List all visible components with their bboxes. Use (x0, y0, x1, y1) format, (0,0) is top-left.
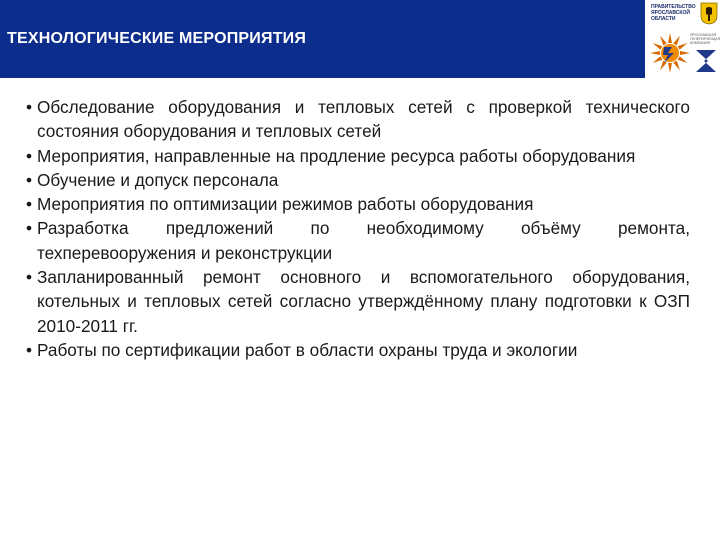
company-text-line: ЯРОСЛАВСКАЯ (690, 33, 717, 37)
bullet-text: Запланированный ремонт основного и вспомогательного оборудования, котельных и тепловых сетей согласно утверждённому плану подготовки к ОЗП 2010-2011 гг. (37, 267, 690, 336)
bullet-item (26, 168, 690, 192)
bullet-icon: • (26, 169, 33, 190)
company-text-line: КОМПАНИЯ (690, 41, 711, 45)
bullet-item (26, 338, 690, 362)
header-bar (0, 0, 645, 78)
bullet-icon: • (26, 218, 33, 239)
bullet-icon: • (26, 194, 33, 215)
bullet-text: Разработка предложений по необходимому объёму ремонта, техперевооружения и реконструкции (37, 218, 690, 263)
bullet-text: Мероприятия по оптимизации режимов работы оборудования (37, 194, 534, 215)
slide-content (26, 95, 690, 362)
government-logo-text (651, 4, 699, 22)
bullet-text: Работы по сертификации работ в области охраны труда и экологии (37, 339, 578, 360)
bullet-icon: • (26, 267, 33, 288)
bullet-text: Обучение и допуск персонала (37, 169, 279, 190)
bullet-icon: • (26, 339, 33, 360)
bullet-item (26, 192, 690, 216)
bullet-text: Мероприятия, направленные на продление ресурса работы оборудования (37, 145, 636, 166)
slide-title: ТЕХНОЛОГИЧЕСКИЕ МЕРОПРИЯТИЯ (7, 30, 307, 47)
company-text-line: ГЕНЕРИРУЮЩАЯ (690, 37, 720, 41)
bullet-item (26, 95, 690, 144)
company-arrow-icon (694, 48, 718, 74)
government-text-line: ПРАВИТЕЛЬСТВО (651, 4, 696, 10)
bullet-item (26, 216, 690, 265)
company-sun-logo-icon (650, 31, 690, 75)
bullet-item (26, 144, 690, 168)
bullet-icon: • (26, 145, 33, 166)
bullet-icon: • (26, 97, 33, 117)
bullet-text: Обследование оборудования и тепловых сетей с проверкой технического состояния оборудования и тепловых сетей (37, 97, 690, 142)
company-logo-text (690, 33, 718, 45)
bear-crest-icon (700, 2, 718, 25)
bullet-item (26, 265, 690, 338)
government-text-line: ОБЛАСТИ (651, 16, 676, 22)
bullet-list (26, 95, 690, 362)
government-text-line: ЯРОСЛАВСКОЙ (651, 10, 690, 16)
